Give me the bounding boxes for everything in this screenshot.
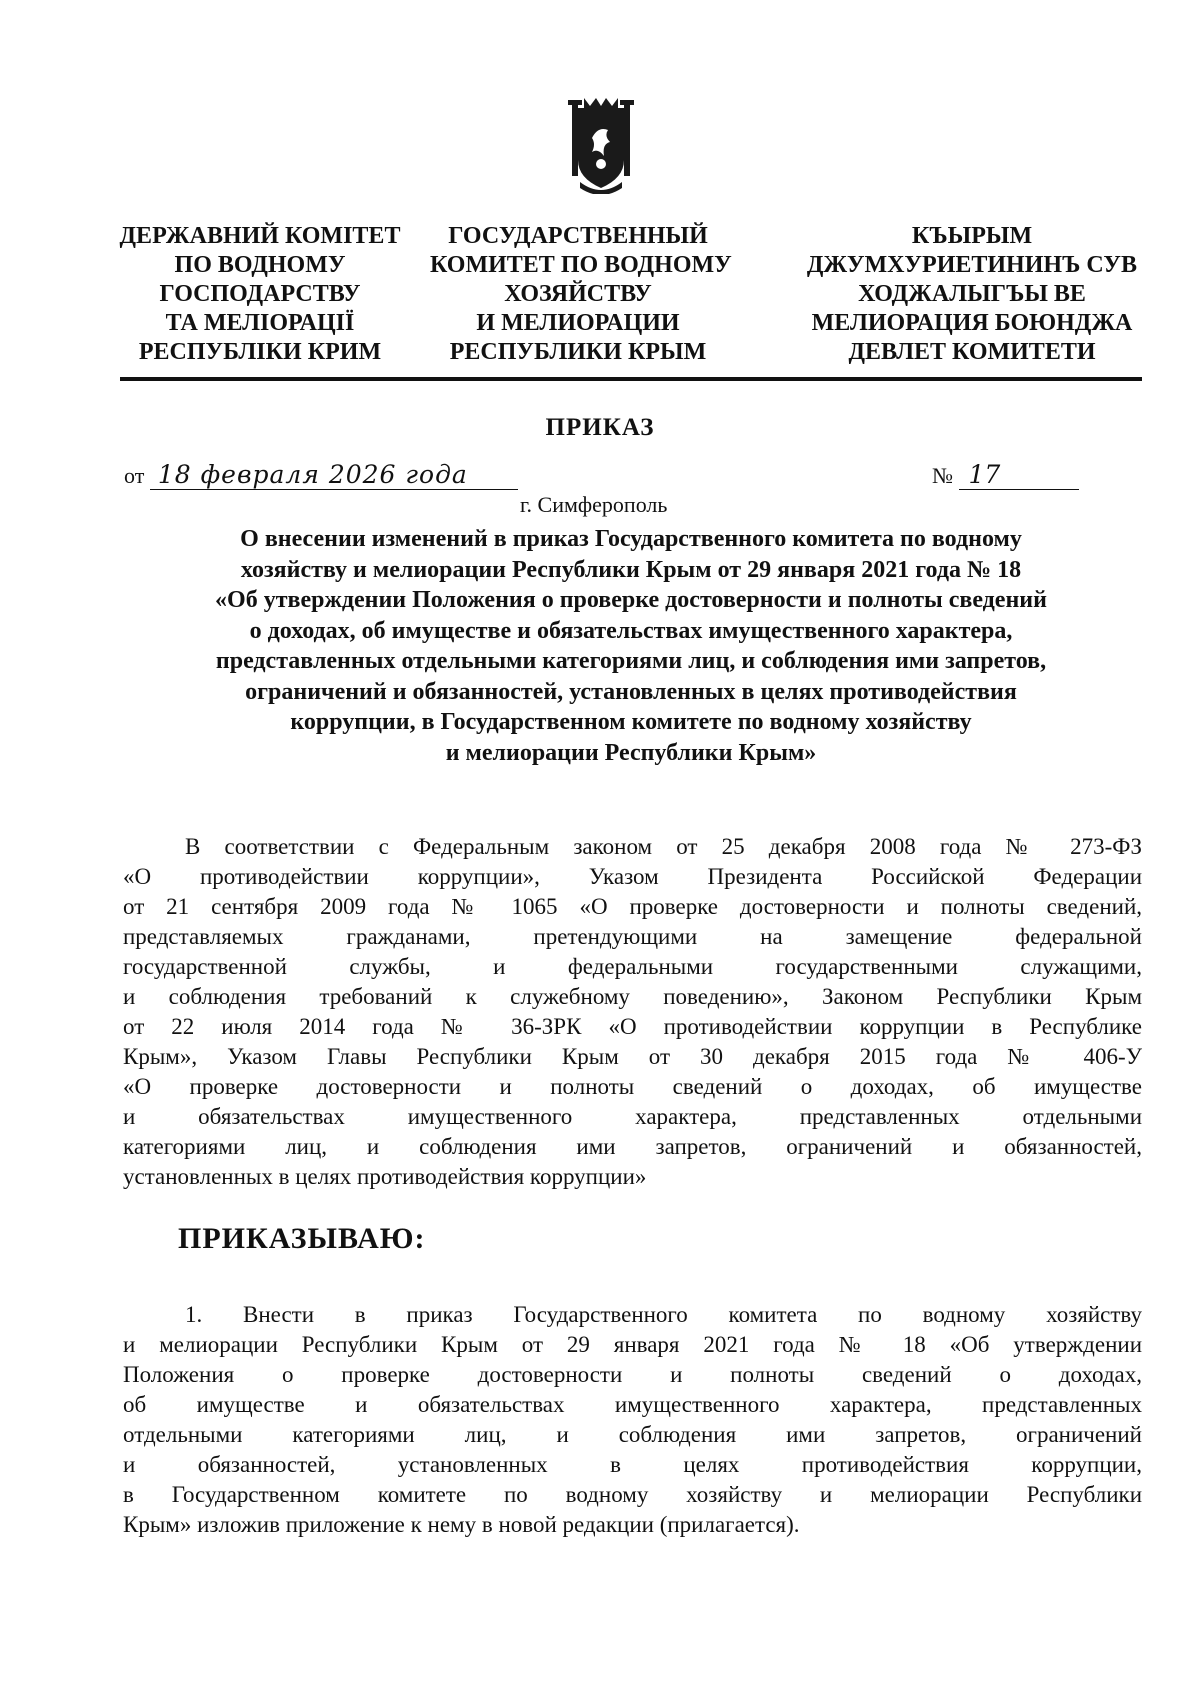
letterhead-line: И МЕЛИОРАЦИИ xyxy=(476,310,680,336)
date-prefix: от xyxy=(124,463,145,488)
letterhead-line: МЕЛИОРАЦИЯ БОЮНДЖА xyxy=(811,310,1133,336)
subject-line: О внесении изменений в приказ Государственного комитета по водному xyxy=(240,526,1022,552)
letterhead-line: ГОСПОДАРСТВУ xyxy=(159,281,361,307)
letterhead-line: ПО ВОДНОМУ xyxy=(174,252,346,278)
letterhead-line: РЕСПУБЛИКИ КРЫМ xyxy=(449,339,707,365)
letterhead-line: ДЕВЛЕТ КОМИТЕТИ xyxy=(848,339,1096,365)
letterhead-line: ГОСУДАРСТВЕННЫЙ xyxy=(448,223,708,249)
paragraph-line: и обязанностей, установленных в целях противодействия коррупции, xyxy=(123,1452,1142,1477)
letterhead-line: ДЕРЖАВНИЙ КОМІТЕТ xyxy=(119,223,401,249)
letterhead-russian xyxy=(430,222,732,367)
paragraph-line: В соответствии с Федеральным законом от 25 декабря 2008 года № 273-ФЗ xyxy=(185,834,1142,859)
subject-line: коррупции, в Государственном комитете по водному хозяйству xyxy=(290,709,972,735)
paragraph-line: 1. Внести в приказ Государственного комитета по водному хозяйству xyxy=(185,1302,1142,1327)
paragraph-line: и соблюдения требований к служебному поведению», Законом Республики Крым xyxy=(123,984,1142,1009)
paragraph-line: категориями лиц, и соблюдения ими запретов, ограничений и обязанностей, xyxy=(123,1134,1142,1159)
paragraph-line: «О противодействии коррупции», Указом Президента Российской Федерации xyxy=(123,864,1142,889)
number-line xyxy=(932,460,1079,490)
crimea-coat-of-arms-icon xyxy=(568,98,634,194)
number-prefix: № xyxy=(932,463,953,488)
subject-line: и мелиорации Республики Крым» xyxy=(445,739,817,766)
subject-line: ограничений и обязанностей, установленных в целях противодействия xyxy=(245,678,1017,705)
order-heading: ПРИКАЗЫВАЮ: xyxy=(178,1222,426,1255)
letterhead-line: РЕСПУБЛІКИ КРИМ xyxy=(138,339,382,365)
letterhead-line: КЪЫРЫМ xyxy=(911,223,1033,249)
subject-line: «Об утверждении Положения о проверке достоверности и полноты сведений xyxy=(215,587,1047,613)
paragraph-line: об имуществе и обязательствах имущественного характера, представленных xyxy=(123,1392,1142,1417)
header-divider xyxy=(120,377,1142,381)
item-1-paragraph xyxy=(123,1300,1142,1540)
letterhead xyxy=(112,222,1142,372)
paragraph-line: от 21 сентября 2009 года № 1065 «О проверке достоверности и полноты сведений, xyxy=(123,894,1142,919)
paragraph-line: в Государственном комитете по водному хозяйству и мелиорации Республики xyxy=(123,1482,1142,1507)
paragraph-line: установленных в целях противодействия коррупции» xyxy=(123,1164,647,1189)
letterhead-line: ТА МЕЛІОРАЦІЇ xyxy=(165,310,355,336)
paragraph-line: представляемых гражданами, претендующими на замещение федеральной xyxy=(123,924,1142,949)
city: г. Симферополь xyxy=(520,492,668,517)
paragraph-line: от 22 июля 2014 года № 36-ЗРК «О противодействии коррупции в Республике xyxy=(123,1014,1142,1039)
letterhead-ukrainian xyxy=(112,222,408,367)
subject-line: о доходах, об имуществе и обязательствах имущественного характера, xyxy=(249,617,1013,644)
letterhead-line: ХОЗЯЙСТВУ xyxy=(504,281,652,307)
paragraph-line: и обязательствах имущественного характера, представленных отдельными xyxy=(123,1104,1142,1129)
subject-line: хозяйству и мелиорации Республики Крым от 29 января 2021 года № 18 xyxy=(240,556,1022,583)
document-type: ПРИКАЗ xyxy=(545,414,655,441)
letterhead-line: КОМИТЕТ ПО ВОДНОМУ xyxy=(430,252,732,278)
paragraph-line: отдельными категориями лиц, и соблюдения ими запретов, ограничений xyxy=(123,1422,1142,1447)
letterhead-line: ДЖУМХУРИЕТИНИНЪ СУВ xyxy=(806,252,1138,278)
preamble-paragraph xyxy=(123,832,1142,1192)
paragraph-line: Крым», Указом Главы Республики Крым от 30 декабря 2015 года № 406-У xyxy=(123,1044,1142,1069)
document-subject xyxy=(120,524,1142,768)
letterhead-crimean-tatar xyxy=(802,222,1142,367)
handwritten-number: 17 xyxy=(959,460,1079,490)
paragraph-line: «О проверке достоверности и полноты сведений о доходах, об имуществе xyxy=(123,1074,1142,1099)
subject-line: представленных отдельными категориями лиц, и соблюдения ими запретов, xyxy=(215,648,1047,674)
letterhead-line: ХОДЖАЛЫГЪЫ ВЕ xyxy=(858,281,1086,307)
paragraph-line: и мелиорации Республики Крым от 29 января 2021 года № 18 «Об утверждении xyxy=(123,1332,1142,1357)
date-line xyxy=(124,460,518,490)
handwritten-date: 18 февраля 2026 года xyxy=(150,460,518,490)
paragraph-line: Положения о проверке достоверности и полноты сведений о доходах, xyxy=(123,1362,1142,1387)
paragraph-line: государственной службы, и федеральными государственными служащими, xyxy=(123,954,1142,979)
paragraph-line: Крым» изложив приложение к нему в новой редакции (прилагается). xyxy=(123,1512,800,1537)
